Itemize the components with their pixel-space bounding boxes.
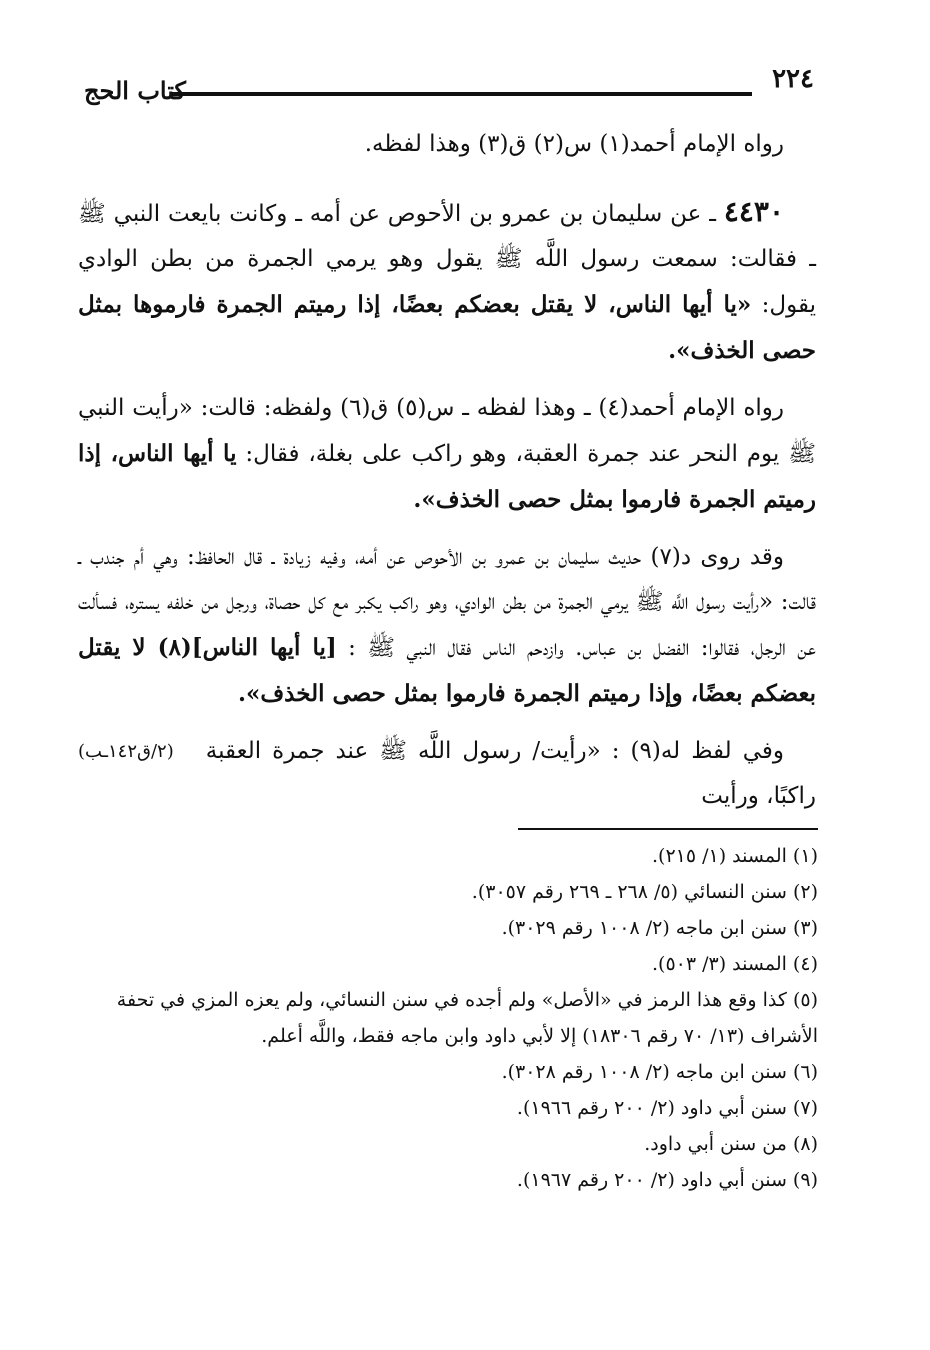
page-number: ٢٢٤ [772,64,814,94]
narration-4-text: وفي لفظ له(٩) : «رأيت/ رسول اللَّه ﷺ عند جمرة العقبة راكبًا، ورأيت [205,738,816,809]
narration-paragraph-2 [78,386,816,523]
narration-paragraph-3 [78,535,816,717]
book-title: كتاب الحج [84,76,186,105]
narration-2-lead: رواه الإمام أحمد(٤) ـ وهذا لفظه ـ س(٥) ق(٦) ولفظه: قالت: «رأيت النبي ﷺ يوم النحر عند جمرة العقبة، وهو راكب على بغلة، فقال: [78,395,816,467]
footnote-7: (٧) سنن أبي داود (٢/ ٢٠٠ رقم ١٩٦٦). [516,1097,818,1119]
footnote-9: (٩) سنن أبي داود (٢/ ٢٠٠ رقم ١٩٦٧). [516,1169,818,1191]
footnote-6: (٦) سنن ابن ماجه (٢/ ١٠٠٨ رقم ٣٠٢٨). [501,1061,818,1083]
footnote-2: (٢) سنن النسائي (٥/ ٢٦٨ ـ ٢٦٩ رقم ٣٠٥٧). [471,881,818,903]
footnote-1: (١) المسند (١/ ٢١٥). [651,845,818,867]
manuscript-margin-ref: (٢/ق١٤٢ـب) [78,741,174,762]
hadith-quote: «يا أيها الناس، لا يقتل بعضكم بعضًا، إذا رميتم الجمرة فارموها بمثل حصى الخذف». [78,291,816,364]
hadith-number: ٤٤٣٠ [723,195,784,228]
main-text [78,122,816,831]
page-header [84,62,814,108]
hadith-paragraph [78,189,816,374]
narration-paragraph-4 [78,729,816,819]
header-rule [172,92,752,96]
footnote-4: (٤) المسند (٣/ ٥٠٣). [651,953,818,975]
narration-2-quote: يا أيها الناس، إذا رميتم الجمرة فارموا بمثل حصى الخذف». [78,440,816,513]
footnote-5: (٥) كذا وقع هذا الرمز في «الأصل» ولم أجده في سنن النسائي، ولم يعزه المزي في تحفة الأشراف (١٣/ ٧٠ رقم ١٨٣٠٦) إلا لأبي داود وابن ماجه فقط، واللَّه أعلم. [116,989,818,1047]
intro-line: رواه الإمام أحمد(١) س(٢) ق(٣) وهذا لفظه. [364,131,784,157]
footnote-separator [518,828,818,830]
footnote-3: (٣) سنن ابن ماجه (٢/ ١٠٠٨ رقم ٣٠٢٩). [501,917,818,939]
narration-3-lead: وقد روى د(٧) حديث سليمان بن عمرو بن الأحوص عن أمه، وفيه زيادة ـ قال الحافظ: وهي أم جندب ـ قالت: «رأيت رسول اللَّه ﷺ يرمي الجمرة من بطن الوادي، وهو راكب يكبر مع كل حصاة، ورجل من خلفه يستره، فسألت عن الرجل، فقالوا: الفضل بن عباس. وازدحم الناس فقال النبي ﷺ : [78,544,816,661]
footnote-8: (٨) من سنن أبي داود. [644,1133,818,1155]
hadith-lead: ـ عن سليمان بن عمرو بن الأحوص عن أمه ـ وكانت بايعت النبي ﷺ ـ فقالت: سمعت رسول اللَّه ﷺ يقول وهو يرمي الجمرة من بطن الوادي يقول: [78,201,816,318]
narration-3-quote: [يا أيها الناس](٨) لا يقتل بعضكم بعضًا، وإذا رميتم الجمرة فارموا بمثل حصى الخذف». [78,634,816,707]
footnotes [86,838,818,1198]
